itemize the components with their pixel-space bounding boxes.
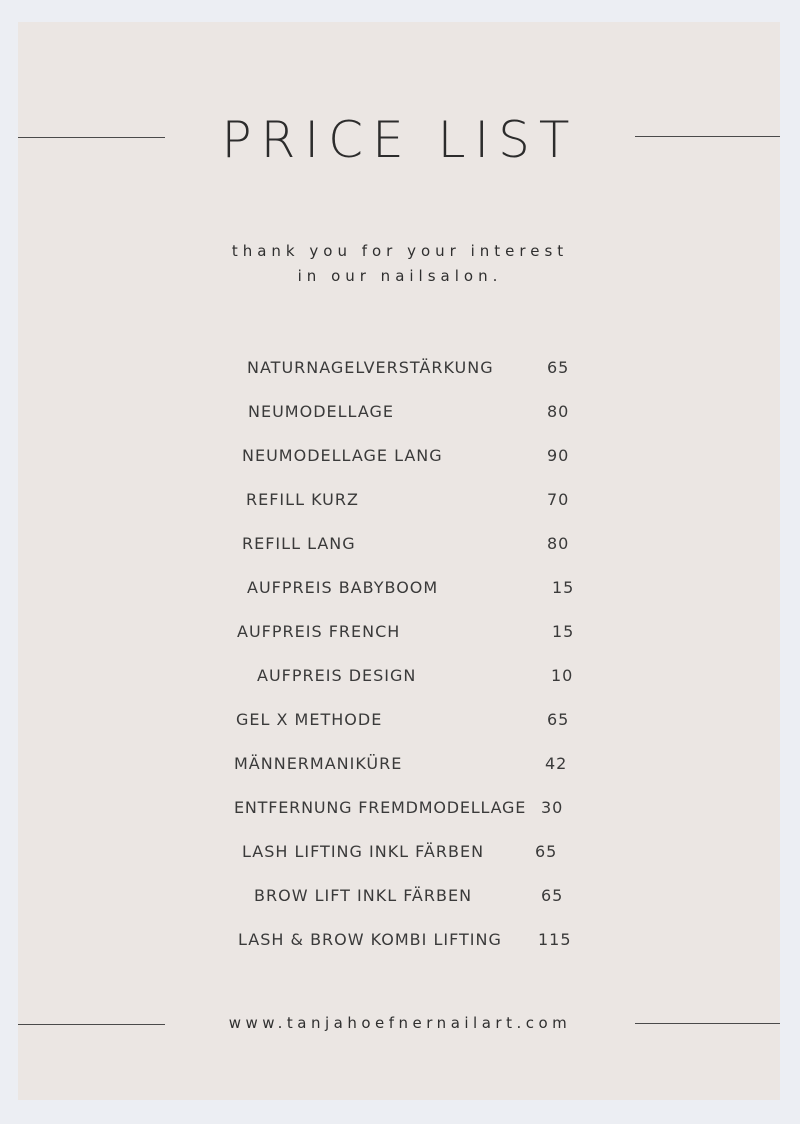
service-name: NEUMODELLAGE LANG [242,446,443,465]
service-price: 70 [547,490,570,509]
service-price: 65 [535,842,558,861]
service-name: AUFPREIS BABYBOOM [247,578,439,597]
service-name: AUFPREIS DESIGN [257,666,417,685]
service-price: 65 [547,358,570,377]
service-name: AUFPREIS FRENCH [237,622,401,641]
service-price: 30 [541,798,564,817]
service-name: NEUMODELLAGE [248,402,394,421]
service-name: LASH & BROW KOMBI LIFTING [238,930,502,949]
service-price: 90 [547,446,570,465]
subtitle-line-2: in our nailsalon. [297,267,503,285]
service-price: 65 [547,710,570,729]
service-price: 80 [547,402,570,421]
service-price: 42 [545,754,568,773]
service-price: 15 [552,622,575,641]
service-price: 80 [547,534,570,553]
service-name: REFILL KURZ [246,490,359,509]
service-price: 15 [552,578,575,597]
service-name: BROW LIFT INKL FÄRBEN [254,886,473,905]
service-name: MÄNNERMANIKÜRE [234,754,403,773]
service-name: ENTFERNUNG FREMDMODELLAGE [234,798,527,817]
service-price: 65 [541,886,564,905]
subtitle-line-1: thank you for your interest [231,242,569,260]
service-name: NATURNAGELVERSTÄRKUNG [247,358,494,377]
service-name: REFILL LANG [242,534,356,553]
page-title: PRICE LIST [221,111,579,169]
service-price: 10 [551,666,574,685]
service-price: 115 [538,930,572,949]
service-name: LASH LIFTING INKL FÄRBEN [242,842,485,861]
service-name: GEL X METHODE [236,710,383,729]
website-link[interactable]: www.tanjahoefnernailart.com [228,1014,572,1032]
